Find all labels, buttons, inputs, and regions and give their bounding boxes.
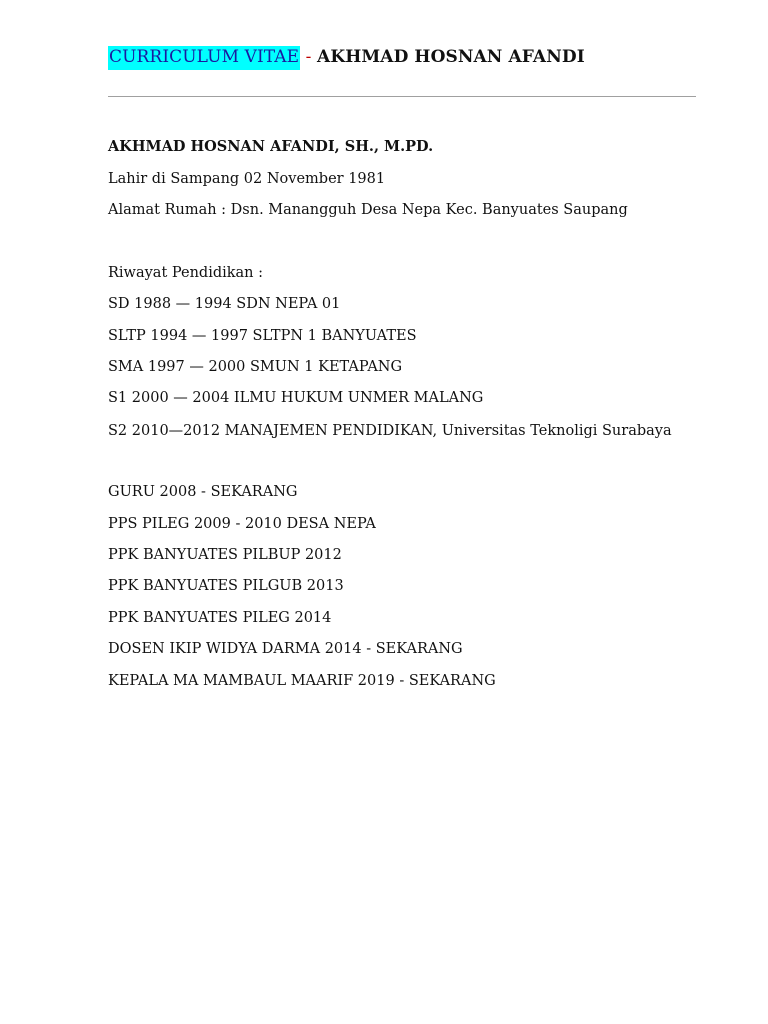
education-item: SD 1988 — 1994 SDN NEPA 01 [108, 296, 341, 312]
education-item: SLTP 1994 — 1997 SLTPN 1 BANYUATES [108, 328, 417, 344]
education-item: SMA 1997 — 2000 SMUN 1 KETAPANG [108, 359, 403, 375]
experience-item: PPK BANYUATES PILGUB 2013 [108, 578, 344, 594]
document-title [108, 47, 585, 67]
experience-item: KEPALA MA MAMBAUL MAARIF 2019 - SEKARANG [108, 673, 496, 689]
experience-item: PPK BANYUATES PILEG 2014 [108, 610, 332, 626]
education-item: S2 2010—2012 MANAJEMEN PENDIDIKAN, Universitas Teknoligi Surabaya [108, 423, 672, 439]
title-dash: - [300, 47, 318, 67]
experience-item: DOSEN IKIP WIDYA DARMA 2014 - SEKARANG [108, 641, 463, 657]
experience-item: GURU 2008 - SEKARANG [108, 484, 298, 500]
title-highlight: CURRICULUM VITAE [108, 46, 300, 70]
full-name: AKHMAD HOSNAN AFANDI, SH., M.PD. [108, 138, 434, 155]
education-item: S1 2000 — 2004 ILMU HUKUM UNMER MALANG [108, 390, 484, 406]
title-name: AKHMAD HOSNAN AFANDI [317, 47, 585, 67]
education-heading: Riwayat Pendidikan : [108, 265, 264, 281]
experience-item: PPS PILEG 2009 - 2010 DESA NEPA [108, 516, 376, 532]
home-address: Alamat Rumah : Dsn. Manangguh Desa Nepa Kec. Banyuates Saupang [108, 202, 628, 218]
birth-info: Lahir di Sampang 02 November 1981 [108, 171, 386, 187]
horizontal-rule [108, 96, 696, 97]
experience-item: PPK BANYUATES PILBUP 2012 [108, 547, 342, 563]
